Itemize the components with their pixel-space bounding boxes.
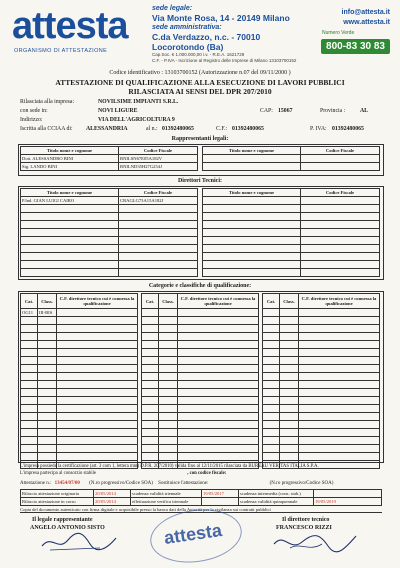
cf-label: C.F.:	[216, 126, 228, 132]
letterhead	[10, 4, 390, 66]
col-cat-header: Cat.	[142, 294, 159, 309]
sostituisce-prog: (N.ro progressivo/Codice SOA)	[269, 481, 334, 486]
table-row	[21, 163, 198, 171]
categorie-table-1	[20, 293, 138, 469]
direttori-table-left	[20, 188, 198, 277]
company-name: NOVILSIME IMPIANTI S.R.L.	[98, 99, 179, 105]
table-row	[21, 490, 382, 498]
address-block	[152, 4, 312, 64]
rappresentanti-table-right	[202, 146, 380, 171]
rilasciata-label: Rilasciata alla impresa:	[20, 99, 75, 105]
col-cat-header: Cat.	[21, 294, 38, 309]
scadenza-quinquennale-date: 19/05/2019	[314, 498, 382, 506]
sede-legale-label: sede legale:	[152, 5, 193, 12]
attestation-label: Attestazione n.:	[20, 481, 52, 486]
capital-info: Cap.Soc. € 1.000.000,00 i.v. - R.E.A. 1621729	[152, 52, 245, 57]
legal-rep-name: ANGELO ANTONIO SISTO	[30, 525, 105, 531]
sostituisce-label: Sostituisce l'attestazione:	[158, 481, 209, 486]
cf-value: 01392480065	[232, 126, 264, 132]
col-class-header: Class.	[280, 294, 299, 309]
aln-label: al n.:	[146, 126, 158, 132]
rilascio-orig-label: Rilascio attestazione originaria	[21, 490, 94, 498]
col-cf-header: Codice Fiscale	[119, 189, 198, 197]
cciaa-label: Iscritta alla CCIAA di:	[20, 126, 73, 132]
legal-rep-title: Il legale rappresentante	[32, 517, 93, 523]
table-row	[21, 197, 198, 205]
rilascio-corso-date: 20/05/2014	[94, 498, 131, 506]
attestation-number: 13454/07/00	[54, 481, 80, 486]
aln-value: 01392480065	[162, 126, 194, 132]
consortium-note	[20, 471, 226, 476]
rappresentanti-title: Rappresentanti legali:	[171, 136, 229, 142]
provincia-label: Provincia :	[320, 108, 346, 114]
direttori-table-right	[202, 188, 380, 277]
attestation-number-line	[20, 481, 333, 486]
stamp-wordmark: attesta	[162, 520, 224, 548]
scadenza-triennale-date: 19/05/2017	[202, 490, 239, 498]
contact-block	[300, 8, 390, 54]
rep-name: Sig. LANDO BINI	[21, 163, 119, 171]
email-link[interactable]: info@attesta.it	[341, 9, 390, 16]
col-cf-dt-header: C.F. direttore tecnico cui è connessa la qualificazione	[57, 294, 138, 309]
company-city: NOVI LIGURE	[98, 108, 138, 114]
rilascio-corso-label: Rilascio attestazione in corso	[21, 498, 94, 506]
dt-name: P.Ind. GIAN LUIGI CAIRO	[21, 197, 119, 205]
dt-cf: CRAGLG73A15A182J	[119, 197, 198, 205]
cap-value: 15067	[278, 108, 293, 114]
col-cf-header: Codice Fiscale	[119, 147, 198, 155]
document-subtitle: RILASCIATA AI SENSI DEL DPR 207/2010	[128, 87, 272, 96]
tech-dir-signature	[270, 530, 360, 554]
piva-value: 01392480065	[332, 126, 364, 132]
table-row	[21, 155, 198, 163]
certification-note: L'impresa possiede la certificazione (art. 3 com 1, lettera mm) D.P.R. 207/2010) valida fino al 12/11/2015 rilasciata da BUREAU VERITAS ITALIA S.P.A.	[20, 464, 319, 469]
verifica-triennale-label: effettuazione verifica triennale	[131, 498, 202, 506]
rep-name: Dott. ALESSANDRO BINI	[21, 155, 119, 163]
cap-label: CAP:	[260, 108, 273, 114]
rep-cf: BNILND35H27G254J	[119, 163, 198, 171]
website-link[interactable]: www.attesta.it	[343, 19, 390, 26]
scadenza-triennale-label: scadenza validità triennale	[131, 490, 202, 498]
toll-free-number: 800-83 30 83	[321, 39, 390, 54]
logo-subtitle: ORGANISMO DI ATTESTAZIONE	[14, 48, 108, 54]
categorie-table-2	[141, 293, 259, 469]
col-cf-header: Codice Fiscale	[301, 189, 380, 197]
col-cat-header: Cat.	[263, 294, 280, 309]
sede-legale: Via Monte Rosa, 14 - 20149 Milano	[152, 13, 290, 23]
piva-label: P. IVA:	[310, 126, 327, 132]
toll-free-label: Numero Verde	[322, 30, 355, 36]
categorie-table-3	[262, 293, 380, 469]
identification-code: Codice identificativo : 13103700152 (Autorizzazione n.07 del 09/11/2000 )	[109, 70, 291, 76]
provincia-value: AL	[360, 108, 369, 114]
copy-note: Copia del documento autenticato con firma digitale e acquisibile presso la banca dati della Autorità per la vigilanza sui contratti pubblici	[20, 507, 382, 513]
attestation-prog: (N.ro progressivo/Codice SOA)	[89, 481, 153, 486]
document-title: ATTESTAZIONE DI QUALIFICAZIONE ALLA ESECUZIONE DI LAVORI PUBBLICI	[55, 78, 345, 87]
tech-dir-name: FRANCESCO RIZZI	[276, 525, 332, 531]
tech-dir-title: Il direttore tecnico	[282, 517, 330, 523]
consortium-cf-label: , con codice fiscale:	[187, 471, 227, 476]
cat-code: OG11	[21, 309, 38, 317]
consortium-label: L'impresa partecipa al consorzio stabile	[20, 471, 96, 476]
registry-info: C.F. - P.IVA - Iscrizione al Registro delle Imprese di Milano 13103700152	[152, 58, 297, 63]
cat-class: III-BIS	[38, 309, 57, 317]
col-name-header: Titolo nome e cognome	[21, 147, 119, 155]
col-name-header: Titolo nome e cognome	[21, 189, 119, 197]
sede-label: con sede in:	[20, 108, 48, 114]
col-cf-dt-header: C.F. direttore tecnico cui è connessa la qualificazione	[299, 294, 380, 309]
table-row	[21, 498, 382, 506]
col-cf-header: Codice Fiscale	[301, 147, 380, 155]
legal-rep-signature	[40, 530, 120, 554]
logo-wordmark: attesta	[12, 5, 128, 47]
sede-amm: C.da Verdazzo, n.c. - 70010 Locorotondo (Ba)	[152, 32, 261, 52]
table-row	[21, 309, 138, 317]
dates-table	[20, 489, 382, 506]
col-class-header: Class.	[159, 294, 178, 309]
sede-amm-label: sede amministrativa:	[152, 24, 222, 31]
attesta-logo	[10, 4, 150, 66]
col-name-header: Titolo nome e cognome	[203, 189, 301, 197]
col-cf-dt-header: C.F. direttore tecnico cui è connessa la qualificazione	[178, 294, 259, 309]
categorie-title: Categorie e classifiche di qualificazione:	[148, 283, 252, 289]
cciaa-value: ALESSANDRIA	[86, 126, 128, 132]
rilascio-orig-date: 20/05/2014	[94, 490, 131, 498]
scadenza-intermedia-label: scadenza intermedia (cons. stab.)	[239, 490, 314, 498]
direttori-title: Direttori Tecnici:	[177, 178, 223, 184]
col-class-header: Class.	[38, 294, 57, 309]
scadenza-quinquennale-label: scadenza validità quinquennale	[239, 498, 314, 506]
rep-cf: BNILSN67E05A182V	[119, 155, 198, 163]
rappresentanti-table-left	[20, 146, 198, 171]
col-name-header: Titolo nome e cognome	[203, 147, 301, 155]
indirizzo-label: Indirizzo:	[20, 117, 43, 123]
company-address: VIA DELL'AGRICOLTURA 9	[98, 117, 175, 123]
